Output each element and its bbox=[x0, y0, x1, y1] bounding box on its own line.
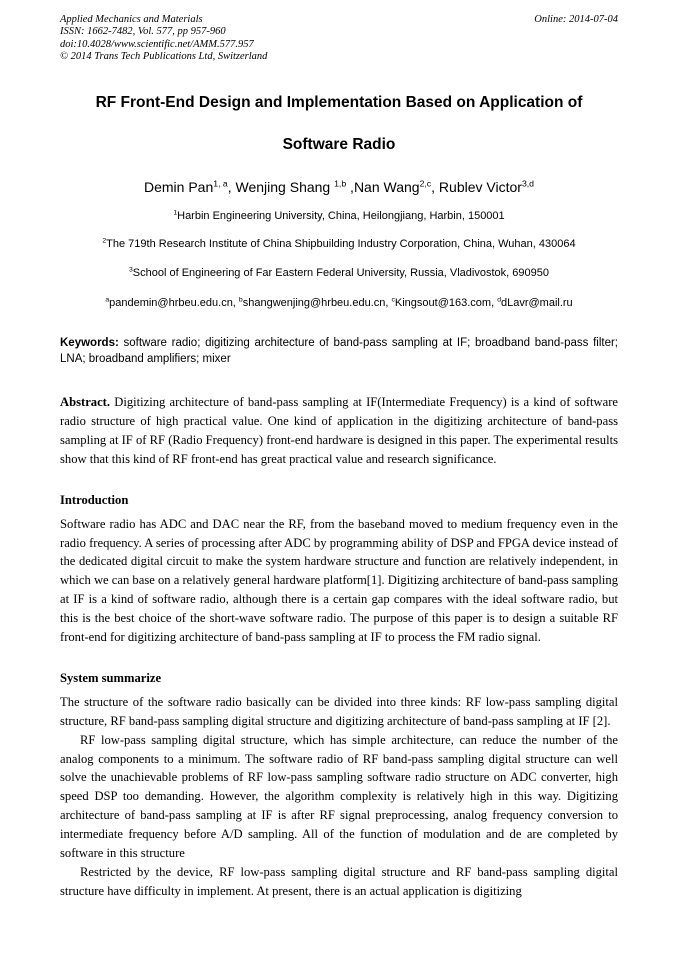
affiliation-3-text: School of Engineering of Far Eastern Federal University, Russia, Vladivostok, 690950 bbox=[132, 267, 549, 280]
abstract-label: Abstract. bbox=[60, 395, 111, 410]
abstract-text: Digitizing architecture of band-pass sampling at IF(Intermediate Frequency) is a kind of software radio structure of high practical value. One kind of application in the digitizing architecture of band-pass sampling at IF of RF (Radio Frequency) front-end hardware is designed in this paper. The experimental results show that this kind of RF front-end has great practical value and research significance. bbox=[60, 395, 618, 466]
journal-header-left bbox=[60, 14, 267, 64]
email-1-sup: a bbox=[105, 296, 110, 304]
introduction-paragraph: Software radio has ADC and DAC near the RF, from the baseband moved to medium frequency even in the radio frequency. A series of processing after ADC by programming ability of DSP and FPGA device instead of the dedicated digital circuit to make the system hardware structure and function are relatively independent, in which we can base on a relatively general hardware platform[1]. Digitizing architecture of band-pass sampling at IF is a kind of software radio, although there is a certain gap compares with the ideal software radio, but this is the best choice of the short-wave software radio. The purpose of this paper is to design a suitable RF front-end for digitizing architecture of band-pass sampling at IF to process the FM radio signal. bbox=[60, 516, 618, 645]
section-heading-system-summarize: System summarize bbox=[60, 670, 162, 685]
author-1: Demin Pan bbox=[144, 178, 214, 195]
journal-header bbox=[60, 14, 618, 64]
issn-line: ISSN: 1662-7482, Vol. 577, pp 957-960 bbox=[60, 26, 226, 38]
online-date: Online: 2014-07-04 bbox=[534, 14, 618, 25]
author-3-sup: 2,c bbox=[419, 178, 432, 189]
authors-line bbox=[60, 179, 618, 195]
paper-title-line1: RF Front-End Design and Implementation Based on Application of bbox=[95, 93, 583, 111]
email-2: shangwenjing@hrbeu.edu.cn, bbox=[242, 296, 392, 309]
keywords-text: software radio; digitizing architecture of band-pass sampling at IF; broadband band-pass filter; LNA; broadband amplifiers; mixer bbox=[60, 336, 618, 366]
system-summarize-paragraph-1: The structure of the software radio basically can be divided into three kinds: RF low-pass sampling digital structure, RF band-pass sampling digital structure and digitizing architecture of band-pass sampling at IF [2]. bbox=[60, 694, 618, 728]
author-1-sup: 1, a bbox=[213, 178, 228, 189]
email-3-sup: c bbox=[391, 296, 395, 304]
emails-line bbox=[60, 297, 618, 309]
affiliation-1-text: Harbin Engineering University, China, Heilongjiang, Harbin, 150001 bbox=[177, 209, 505, 222]
journal-name: Applied Mechanics and Materials bbox=[60, 14, 203, 25]
affiliation-1 bbox=[60, 210, 618, 224]
author-4: , Rublev Victor bbox=[431, 178, 522, 195]
affiliation-3 bbox=[60, 267, 618, 281]
copyright-line: © 2014 Trans Tech Publications Ltd, Switzerland bbox=[60, 51, 268, 63]
email-3: Kingsout@163.com, bbox=[394, 296, 498, 309]
keywords-label: Keywords: bbox=[60, 336, 119, 349]
affiliation-3-sup: 3 bbox=[129, 266, 133, 274]
author-3: ,Nan Wang bbox=[346, 178, 420, 195]
paper-title-line2: Software Radio bbox=[282, 136, 396, 154]
affiliation-2 bbox=[60, 238, 618, 252]
author-2: , Wenjing Shang bbox=[227, 178, 335, 195]
affiliation-2-sup: 2 bbox=[102, 237, 107, 245]
doi-line: doi:10.4028/www.scientific.net/AMM.577.957 bbox=[60, 38, 254, 50]
system-summarize-paragraph-3: Restricted by the device, RF low-pass sampling digital structure and RF band-pass sampling digital structure have difficulty in implement. At present, there is an actual application is digitizing bbox=[60, 864, 618, 898]
email-4-sup: d bbox=[497, 296, 501, 304]
affiliation-2-text: The 719th Research Institute of China Shipbuilding Industry Corporation, China, Wuhan, 430064 bbox=[106, 238, 576, 251]
email-2-sup: b bbox=[238, 296, 243, 304]
affiliation-1-sup: 1 bbox=[173, 209, 178, 217]
author-2-sup: 1,b bbox=[334, 178, 347, 189]
abstract-block bbox=[60, 393, 618, 469]
author-4-sup: 3,d bbox=[521, 178, 534, 189]
email-1: pandemin@hrbeu.edu.cn, bbox=[109, 296, 239, 309]
email-4: dLavr@mail.ru bbox=[500, 296, 573, 309]
section-heading-introduction: Introduction bbox=[60, 492, 129, 507]
keywords-block bbox=[60, 335, 618, 367]
system-summarize-paragraph-2: RF low-pass sampling digital structure, which has simple architecture, can reduce the number of the analog components to a minimum. The software radio of RF band-pass sampling digital structure can well solve the unachievable problems of RF low-pass sampling software radio structure on ADC converter, high speed DSP too demanding. However, the algorithm complexity is relatively high in this way. Digitizing architecture of band-pass sampling at IF is after RF signal preprocessing, analog frequency conversion to intermediate frequency before A/D sampling. All of the function of modulation and de are completed by software in this structure bbox=[60, 732, 618, 861]
